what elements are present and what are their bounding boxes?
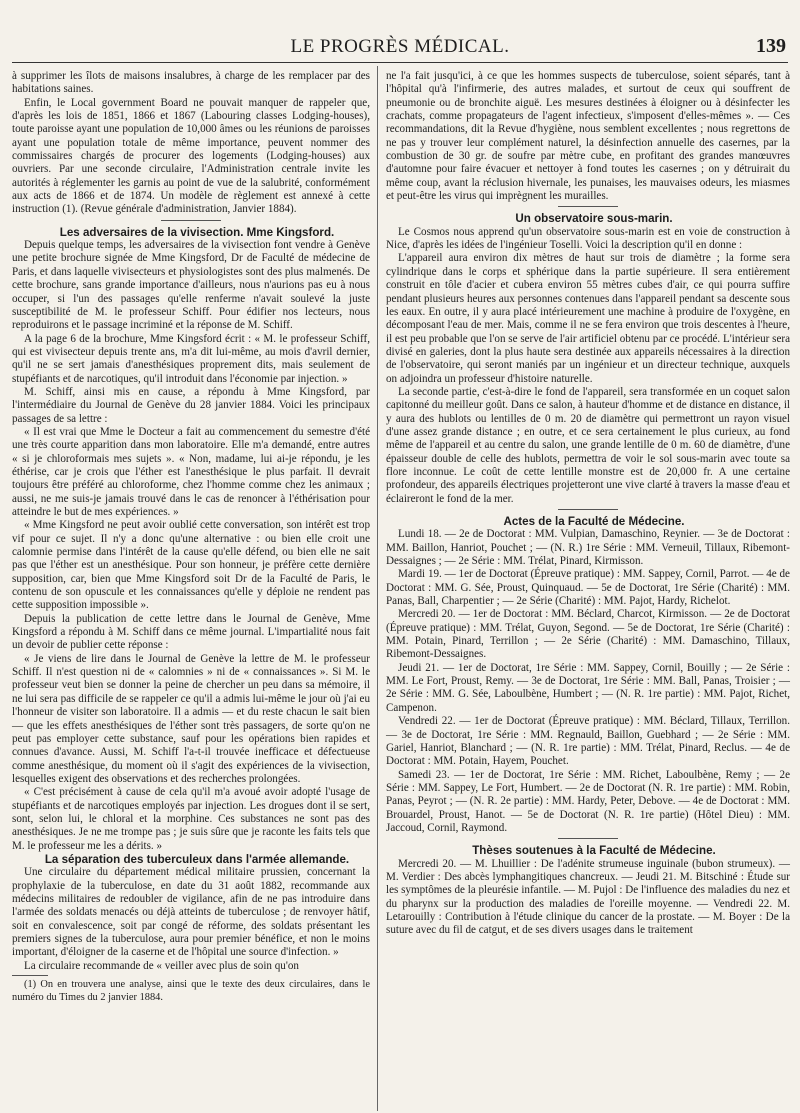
section-rule <box>558 509 618 510</box>
section-title-vivisection: Les adversaires de la vivisection. Mme Kingsford. <box>59 225 335 239</box>
paragraph: La circulaire recommande de « veiller avec plus de soin qu'on <box>24 959 299 972</box>
left-column <box>12 70 370 1004</box>
section-rule <box>161 220 221 221</box>
paragraph: Samedi 23. — 1er de Doctorat, 1re Série : MM. Richet, Laboulbène, Remy ; — 2e Série : MM. Sappey, Le Fort, Humbert. — 2e de Doctorat (N. R. 1re partie) : MM. Robin, Panas, Peyrot ; — (N. R. 2e partie) : MM. Hardy, Peter, Debove. — 4e de Doctorat : MM. Brouardel, Proust, Hanot. — 5e de Doctorat (N. R. 1re partie) (Hôtel Dieu) : MM. Jaccoud, Cornil, Raymond. <box>386 768 790 834</box>
paragraph: Une circulaire du département médical militaire prussien, concernant la prophylaxie de la tuberculose, en date du 31 août 1882, recommande aux médecins militaires de redoubler de vigilance, afin de ne pas introduire dans l'armée des soldats menacés ou déjà atteints de tuberculose ; de renvoyer hâtif, soit en convalescence, soit par congé de réforme, des soldats présentant les premiers signes de la tuberculose, aura pour premier bénéfice, et non le moins important, d'éloigner de la caserne et de l'hôpital une source d'infection. » <box>12 866 370 959</box>
footnote-rule <box>12 975 48 976</box>
paragraph: La seconde partie, c'est-à-dire le fond de l'appareil, sera transformée en un coquet salon capitonné du meilleur goût. Dans ce salon, à hauteur d'homme et de distance en distance, il y aura des hublots ou lentilles de 0 m. 20 de diamètre qui permettront un rayon visuel d'une assez grande distance ; en outre, et ce sera certainement le plus curieux, au fond même de l'appareil et au centre du salon, une grande lentille de 0 m. 60 de diamètre, d'une épaisseur double de celle des hublots, permettra de voir le sol sous-marin avec toute sa flore inconnue. Le coût de cette lentille monstre est de 20,000 fr. A une certaine profondeur, des appareils électriques projetteront une vive clarté à travers la masse d'eau et éclaireront le fond de la mer. <box>386 385 790 505</box>
paragraph: A la page 6 de la brochure, Mme Kingsford écrit : « M. le professeur Schiff, qui est vivisecteur depuis trente ans, m'a dit lui-même, au mois d'avril dernier, qu'il ne se sert jamais d'anesthésiques proprement dits, mais seulement de stupéfiants et de narcotiques, qu'il introduit dans l'économie par injection. » <box>12 332 370 385</box>
column-divider <box>377 66 378 1111</box>
section-title-observatoire: Un observatoire sous-marin. <box>515 212 673 226</box>
paragraph: Mercredi 20. — 1er de Doctorat : MM. Béclard, Charcot, Kirmisson. — 2e de Doctorat (Épreuve pratique) : MM. Trélat, Guyon, Segond. — 5e de Doctorat, 1re Série (Charité) : MM. Potain, Pinard, Terrillon ; — 2e Série (Charité) : MM. Damaschino, Tillaux, Ribemont-Dessaignes. <box>386 608 790 661</box>
paragraph: Jeudi 21. — 1er de Doctorat, 1re Série : MM. Sappey, Cornil, Bouilly ; — 2e Série : MM. Le Fort, Proust, Remy. — 3e de Doctorat, 1re Série : MM. Ball, Panas, Troisier ; — 2e Série : MM. G. Sée, Laboulbène, Humbert ; — (N. R. 1re partie) : MM. Pajot, Richet, Campenon. <box>386 661 790 714</box>
paragraph: « Il est vrai que Mme le Docteur a fait au commencement du semestre d'été une très courte apparition dans mon laboratoire. Elle m'a demandé, entre autres « si je chloroformais mes sujets ». « Non, madame, lui ai-je répondu, je les éthérise, car je crois que l'éther est l'anesthésique le plus parfait. Il devrait toujours être préféré au chloroforme, chez l'homme comme chez les animaux ; aussi, ne me suis-je jamais trouvé dans le cas de renoncer à l'éthérisation pour atteindre le but de mes expériences. » <box>12 425 370 518</box>
page-number: 139 <box>756 35 786 57</box>
paragraph: « Je viens de lire dans le Journal de Genève la lettre de M. le professeur Schiff. Il n'est question ni de « calomnies » ni de « connaissances ». Si M. le professeur veut bien se donner la peine de chercher un peu dans sa mémoire, il ne lui sera pas difficile de se rappeler ce qu'il a admis lui-même le jour où j'ai eu l'honneur de visiter son laboratoire. Il a admis — et du reste chacun le sait bien — que les effets anesthésiques de l'éther sont très passagers, de sorte qu'on ne peut pas employer cette substance, sauf pour les opérations bien rapides et connues d'avance. Aussi, M. Schiff l'a-t-il trouvée inefficace et défectueuse comme anesthésique, du moment où il s'agit des expériences de la vivisection, lesquelles exigent des observations et des recherches prolongées. <box>12 652 370 785</box>
paragraph: ne l'a fait jusqu'ici, à ce que les hommes suspects de tuberculose, soient séparés, tant à l'hôpital qu'à l'infirmerie, des autres malades, et surtout de ceux qui souffrent de pneumonie ou de bronchite aiguë. Les mesures destinées à éloigner ou à désinfecter les crachats, comme propagateurs de l'agent infectieux, s'imposent d'elles-mêmes ». — Ces recommandations, dit la Revue d'hygiène, nous semblent excellentes ; nous regrettons de ne pas y trouver leur complément naturel, la désinfection annuelle des casernes, par la combustion de 30 gr. de soufre par mètre cube, en profitant des grandes manœuvres d'automne pour faire évacuer et nettoyer à fond toutes les casernes ; on y détruirait du même coup, avant la réclusion hivernale, les punaises, les mauvaises odeurs, les miasmes et peut-être les virus qui imprègnent les murailles. <box>386 70 790 203</box>
paragraph: à supprimer les îlots de maisons insalubres, à charge de les remplacer par des habitations saines. <box>12 70 370 96</box>
paragraph: Lundi 18. — 2e de Doctorat : MM. Vulpian, Damaschino, Reynier. — 3e de Doctorat : MM. Baillon, Hanriot, Pouchet ; — (N. R.) 1re Série : MM. Verneuil, Tillaux, Ribemont-Dessaignes ; — 2e Série : MM. Trélat, Pinard, Kirmisson. <box>386 528 790 568</box>
section-rule <box>558 838 618 839</box>
paragraph: « C'est précisément à cause de cela qu'il m'a avoué avoir adopté l'usage de stupéfiants et de narcotiques employés par injection. Les drogues dont il se sert, sont, selon lui, le chloral et la morphine. Ces substances ne sont pas des anesthésiques. Je ne me trompe pas ; je suis sûre que je raconte les faits tels que M. le professeur me les a dérits. » <box>12 786 370 852</box>
paragraph: Depuis la publication de cette lettre dans le Journal de Genève, Mme Kingsford a répondu à M. Schiff dans ce même journal. L'impartialité nous fait un devoir de publier cette réponse : <box>12 612 370 652</box>
right-column <box>386 70 790 938</box>
paragraph: L'appareil aura environ dix mètres de haut sur trois de diamètre ; la forme sera cylindrique dans le corps et sphérique dans la partie supérieure. Il sera entièrement construit en tôle d'acier et cubera environ 55 mètres cubes d'air, ce qui pourra suffire pendant plusieurs heures aux personnes contenues dans l'appareil pendant sa descente sous les eaux. En outre, il y aura placé intérieurement une machine à produire de l'oxygène, en décomposant l'eau de mer. Mais, comme il ne se fera environ que trois descentes à l'heure, il est peu probable que l'on se serve de l'air artificiel obtenu par ce procédé. L'intérieur sera divisé en galeries, dont la plus haute sera destinée aux appareils nécessaires à la direction de l'observatoire, qui seront maniés par un ingénieur et un directeur technique, auxquels on adjoindra un professeur d'histoire naturelle. <box>386 252 790 385</box>
paragraph: M. Schiff, ainsi mis en cause, a répondu à Mme Kingsford, par l'intermédiaire du Journal de Genève du 28 janvier 1884. Voici les principaux passages de sa lettre : <box>12 385 370 425</box>
section-title-theses: Thèses soutenues à la Faculté de Médecine. <box>472 844 716 858</box>
section-title-tuberculeux: La séparation des tuberculeux dans l'armée allemande. <box>44 852 350 866</box>
paragraph: Le Cosmos nous apprend qu'un observatoire sous-marin est en voie de construction à Nice, d'après les idées de l'ingénieur Toselli. Voici la description qu'il en donne : <box>386 225 790 252</box>
paragraph: Mardi 19. — 1er de Doctorat (Épreuve pratique) : MM. Sappey, Cornil, Parrot. — 4e de Doctorat : MM. G. Sée, Proust, Quinquaud. — 5e de Doctorat, 1re Série (Charité) : MM. Panas, Ball, Charpentier ; — 2e Série (Charité) : MM. Pajot, Hardy, Richelot. <box>386 568 790 608</box>
running-title: LE PROGRÈS MÉDICAL. <box>290 36 510 57</box>
paragraph: Depuis quelque temps, les adversaires de la vivisection font vendre à Genève une petite brochure signée de Mme Kingsford, Dr de Faculté de médecine de Paris, et dans laquelle vivisecteurs et physiologistes sont des plus malmenés. De cette brochure, sans grande importance d'ailleurs, nous n'aurions pas eu à nous occuper, si l'un des passages qu'elle renferme n'avait soulevé la juste susceptibilité de M. le professeur Schiff. Pour édifier nos lecteurs, nous reproduirons et le passage incriminé et la réponse de M. Schiff. <box>12 239 370 332</box>
section-rule <box>558 206 618 207</box>
paragraph: « Mme Kingsford ne peut avoir oublié cette conversation, son intérêt est trop vif pour ce sujet. Il n'y a donc qu'une alternative : ou bien elle croit une calomnie permise dans l'intérêt de la cause qu'elle défend, ou bien elle ne sait pas que l'éther est un anesthésique. Pour son honneur, je préfère cette dernière supposition, car, bien que Mme Kingsford soit Dr de la Faculté de Paris, le contenu de son opuscule et les connaissances qu'elle y déploie ne rendent pas cette supposition impossible ». <box>12 519 370 612</box>
page-header <box>12 36 788 63</box>
footnote: (1) On en trouvera une analyse, ainsi que le texte des deux circulaires, dans le numéro du Times du 2 janvier 1884. <box>12 979 370 1003</box>
section-title-actes: Actes de la Faculté de Médecine. <box>503 515 685 528</box>
paragraph: Enfin, le Local government Board ne pouvait manquer de rappeler que, d'après les lois de 1851, 1866 et 1867 (Labouring classes Lodging-houses), toute paroisse ayant une population de 10,000 âmes ou les réunions de paroisses ayant une population totale de même importance, peuvent nommer des commissaires chargés de procurer des logements (Lodging-houses) aux ouvriers. Par une seconde circulaire, l'Administration centrale invite les autorités à réglementer les garnis au point de vue de la salubrité, conformément aux acts de 1866 et de 1874. Un modèle de règlement est annexé à cette instruction (1). (Revue générale d'administration, Janvier 1884). <box>12 96 370 216</box>
paragraph: Vendredi 22. — 1er de Doctorat (Épreuve pratique) : MM. Béclard, Tillaux, Terrillon. — 3e de Doctorat, 1re Série : MM. Regnauld, Baillon, Guebhard ; — 2e Série : MM. Gariel, Hanriot, Blanchard ; — (N. R. 1re partie) : MM. Trélat, Pinard, Reclus. — 4e de Doctorat : MM. Potain, Hayem, Pouchet. <box>386 715 790 768</box>
paragraph: Mercredi 20. — M. Lhuillier : De l'adénite strumeuse inguinale (bubon strumeux). — M. Verdier : Des abcès lymphangitiques chancreux. — Jeudi 21. M. Bitschiné : Étude sur les symptômes de la pleurésie infantile. — M. Pujol : De l'influence des maladies du nez et du pharynx sur la production des maladies de l'oreille moyenne. — Vendredi 22. M. Letarouilly : Contribution à l'étude clinique du cancer de la prostate. — M. Boyer : De la suture avec du fil de catgut, et de ses divers usages dans le traitement <box>386 857 790 937</box>
